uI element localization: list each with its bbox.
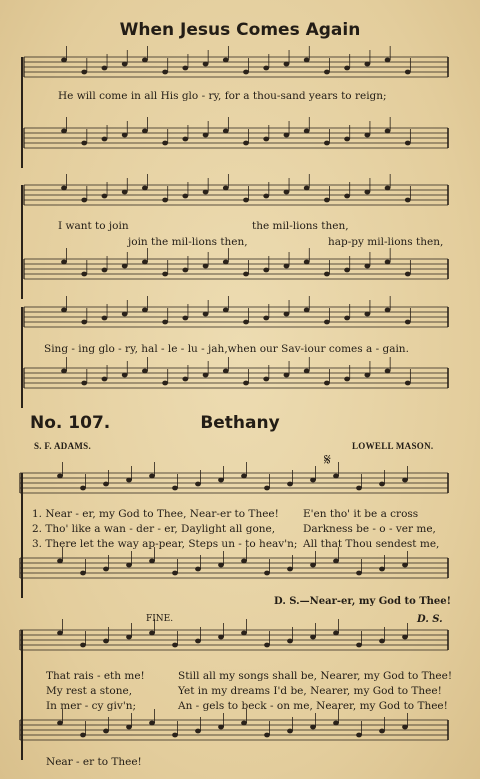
note-head — [162, 272, 168, 277]
note-head — [263, 377, 269, 382]
note-head — [57, 631, 63, 636]
note-head — [103, 567, 109, 572]
note-head — [263, 316, 269, 321]
note-head — [162, 198, 168, 203]
lyric-line: hap-py mil-lions then, — [328, 236, 444, 248]
note-head — [379, 729, 385, 734]
note-head — [324, 381, 330, 386]
note-head — [405, 70, 411, 75]
note-head — [103, 729, 109, 734]
note-head — [385, 186, 391, 191]
hymn-title: Bethany — [200, 413, 280, 433]
note-head — [223, 260, 229, 265]
note-head — [385, 308, 391, 313]
note-head — [223, 308, 229, 313]
note-head — [203, 62, 209, 67]
lyric-line: Sing - ing glo - ry, hal - le - lu - jah,when our Sav-iour comes a - gain. — [44, 343, 409, 355]
note-head — [304, 186, 310, 191]
note-head — [333, 631, 339, 636]
note-head — [172, 733, 178, 738]
note-head — [126, 478, 132, 483]
note-head — [405, 141, 411, 146]
note-head — [149, 721, 155, 726]
note-head — [284, 133, 290, 138]
note-head — [61, 186, 67, 191]
note-head — [122, 190, 128, 195]
note-head — [344, 316, 350, 321]
note-head — [149, 474, 155, 479]
note-head — [203, 190, 209, 195]
segno-sign: 𝄋 — [324, 450, 331, 469]
note-head — [344, 377, 350, 382]
note-head — [122, 264, 128, 269]
verse-line: 2. Tho' like a wan - der - er, Daylight all gone, — [32, 523, 276, 535]
note-head — [218, 635, 224, 640]
note-head — [364, 373, 370, 378]
note-head — [182, 66, 188, 71]
note-head — [80, 733, 86, 738]
note-head — [218, 563, 224, 568]
note-head — [364, 133, 370, 138]
note-head — [122, 312, 128, 317]
note-head — [243, 381, 249, 386]
note-head — [284, 373, 290, 378]
note-head — [287, 639, 293, 644]
note-head — [364, 264, 370, 269]
note-head — [80, 571, 86, 576]
note-head — [324, 70, 330, 75]
note-head — [61, 308, 67, 313]
note-head — [405, 272, 411, 277]
note-head — [80, 486, 86, 491]
note-head — [385, 369, 391, 374]
note-head — [103, 482, 109, 487]
note-head — [243, 141, 249, 146]
note-head — [243, 198, 249, 203]
note-head — [356, 486, 362, 491]
note-head — [162, 70, 168, 75]
note-head — [126, 563, 132, 568]
ds-mark: D. S. — [417, 614, 443, 625]
note-head — [364, 190, 370, 195]
note-head — [182, 377, 188, 382]
note-head — [379, 482, 385, 487]
note-head — [402, 478, 408, 483]
note-head — [102, 316, 108, 321]
note-head — [333, 474, 339, 479]
note-head — [405, 381, 411, 386]
note-head — [287, 567, 293, 572]
note-head — [223, 58, 229, 63]
note-head — [264, 486, 270, 491]
verse-line: Darkness be - o - ver me, — [303, 523, 436, 535]
note-head — [243, 70, 249, 75]
note-head — [162, 320, 168, 325]
note-head — [61, 58, 67, 63]
lyricist-credit: S. F. ADAMS. — [34, 441, 92, 451]
note-head — [364, 312, 370, 317]
note-head — [195, 482, 201, 487]
note-head — [284, 62, 290, 67]
note-head — [385, 58, 391, 63]
note-head — [304, 58, 310, 63]
verse-line: All that Thou sendest me, — [303, 538, 440, 550]
note-head — [203, 373, 209, 378]
note-head — [310, 563, 316, 568]
note-head — [182, 194, 188, 199]
note-head — [122, 62, 128, 67]
note-head — [81, 141, 87, 146]
note-head — [102, 66, 108, 71]
note-head — [379, 567, 385, 572]
note-head — [402, 635, 408, 640]
note-head — [241, 559, 247, 564]
note-head — [324, 198, 330, 203]
note-head — [385, 260, 391, 265]
note-head — [243, 272, 249, 277]
note-head — [324, 272, 330, 277]
note-head — [61, 129, 67, 134]
note-head — [304, 129, 310, 134]
note-head — [203, 312, 209, 317]
note-head — [304, 369, 310, 374]
note-head — [142, 129, 148, 134]
note-head — [182, 268, 188, 273]
note-head — [61, 260, 67, 265]
note-head — [405, 320, 411, 325]
note-head — [182, 137, 188, 142]
note-head — [103, 639, 109, 644]
note-head — [310, 725, 316, 730]
note-head — [344, 137, 350, 142]
lyric-line: He will come in all His glo - ry, for a thou-sand years to reign; — [58, 90, 387, 102]
note-head — [263, 66, 269, 71]
verse-line: E'en tho' it be a cross — [303, 508, 419, 520]
verse-line: In mer - cy giv'n; — [46, 700, 137, 712]
note-head — [182, 316, 188, 321]
note-head — [344, 66, 350, 71]
note-head — [57, 474, 63, 479]
hymn-number: No. 107. — [30, 413, 111, 433]
note-head — [356, 733, 362, 738]
note-head — [172, 486, 178, 491]
note-head — [402, 725, 408, 730]
note-head — [284, 312, 290, 317]
fine-mark: FINE. — [146, 614, 174, 624]
note-head — [81, 198, 87, 203]
note-head — [241, 721, 247, 726]
note-head — [149, 631, 155, 636]
note-head — [263, 137, 269, 142]
note-head — [287, 729, 293, 734]
note-head — [162, 381, 168, 386]
note-head — [264, 733, 270, 738]
note-head — [284, 190, 290, 195]
verse-line: Still all my songs shall be, Nearer, my God to Thee! — [178, 670, 453, 682]
note-head — [172, 643, 178, 648]
verse-line: That rais - eth me! — [46, 670, 145, 682]
note-head — [310, 635, 316, 640]
note-head — [172, 571, 178, 576]
note-head — [122, 373, 128, 378]
verse-line: Near - er to Thee! — [46, 756, 142, 768]
note-head — [356, 643, 362, 648]
note-head — [223, 129, 229, 134]
note-head — [287, 482, 293, 487]
note-head — [364, 62, 370, 67]
note-head — [241, 474, 247, 479]
note-head — [405, 198, 411, 203]
note-head — [379, 639, 385, 644]
note-head — [57, 559, 63, 564]
note-head — [122, 133, 128, 138]
note-head — [223, 369, 229, 374]
composer-credit: LOWELL MASON. — [352, 441, 434, 451]
note-head — [264, 571, 270, 576]
lyric-line: I want to join — [58, 220, 129, 232]
note-head — [142, 308, 148, 313]
note-head — [241, 631, 247, 636]
note-head — [203, 133, 209, 138]
note-head — [203, 264, 209, 269]
note-head — [81, 272, 87, 277]
note-head — [57, 721, 63, 726]
note-head — [81, 70, 87, 75]
note-head — [263, 194, 269, 199]
note-head — [264, 643, 270, 648]
hymn-title: When Jesus Comes Again — [119, 20, 361, 40]
note-head — [61, 369, 67, 374]
note-head — [263, 268, 269, 273]
note-head — [324, 141, 330, 146]
lyric-line: the mil-lions then, — [252, 220, 349, 232]
verse-line: 1. Near - er, my God to Thee, Near-er to Thee! — [32, 508, 279, 520]
note-head — [126, 635, 132, 640]
note-head — [102, 377, 108, 382]
note-head — [126, 725, 132, 730]
note-head — [304, 308, 310, 313]
note-head — [149, 559, 155, 564]
note-head — [304, 260, 310, 265]
verse-line: Yet in my dreams I'd be, Nearer, my God to Thee! — [178, 685, 442, 697]
note-head — [81, 381, 87, 386]
note-head — [344, 194, 350, 199]
note-head — [81, 320, 87, 325]
note-head — [284, 264, 290, 269]
note-head — [310, 478, 316, 483]
note-head — [142, 58, 148, 63]
note-head — [195, 639, 201, 644]
verse-line: 3. There let the way ap-pear, Steps un - to heav'n; — [32, 538, 298, 550]
note-head — [223, 186, 229, 191]
lyric-line: join the mil-lions then, — [128, 236, 248, 248]
note-head — [218, 725, 224, 730]
note-head — [80, 643, 86, 648]
note-head — [102, 268, 108, 273]
note-head — [195, 729, 201, 734]
note-head — [162, 141, 168, 146]
note-head — [102, 137, 108, 142]
note-head — [142, 260, 148, 265]
note-head — [102, 194, 108, 199]
note-head — [402, 563, 408, 568]
dal-segno-line: D. S.—Near-er, my God to Thee! — [274, 596, 452, 607]
note-head — [324, 320, 330, 325]
note-head — [195, 567, 201, 572]
note-head — [385, 129, 391, 134]
note-head — [142, 369, 148, 374]
note-head — [142, 186, 148, 191]
note-head — [218, 478, 224, 483]
note-head — [333, 721, 339, 726]
note-head — [333, 559, 339, 564]
verse-line: My rest a stone, — [46, 685, 133, 697]
note-head — [243, 320, 249, 325]
verse-line: An - gels to beck - on me, Nearer, my God to Thee! — [178, 700, 448, 712]
note-head — [356, 571, 362, 576]
note-head — [344, 268, 350, 273]
